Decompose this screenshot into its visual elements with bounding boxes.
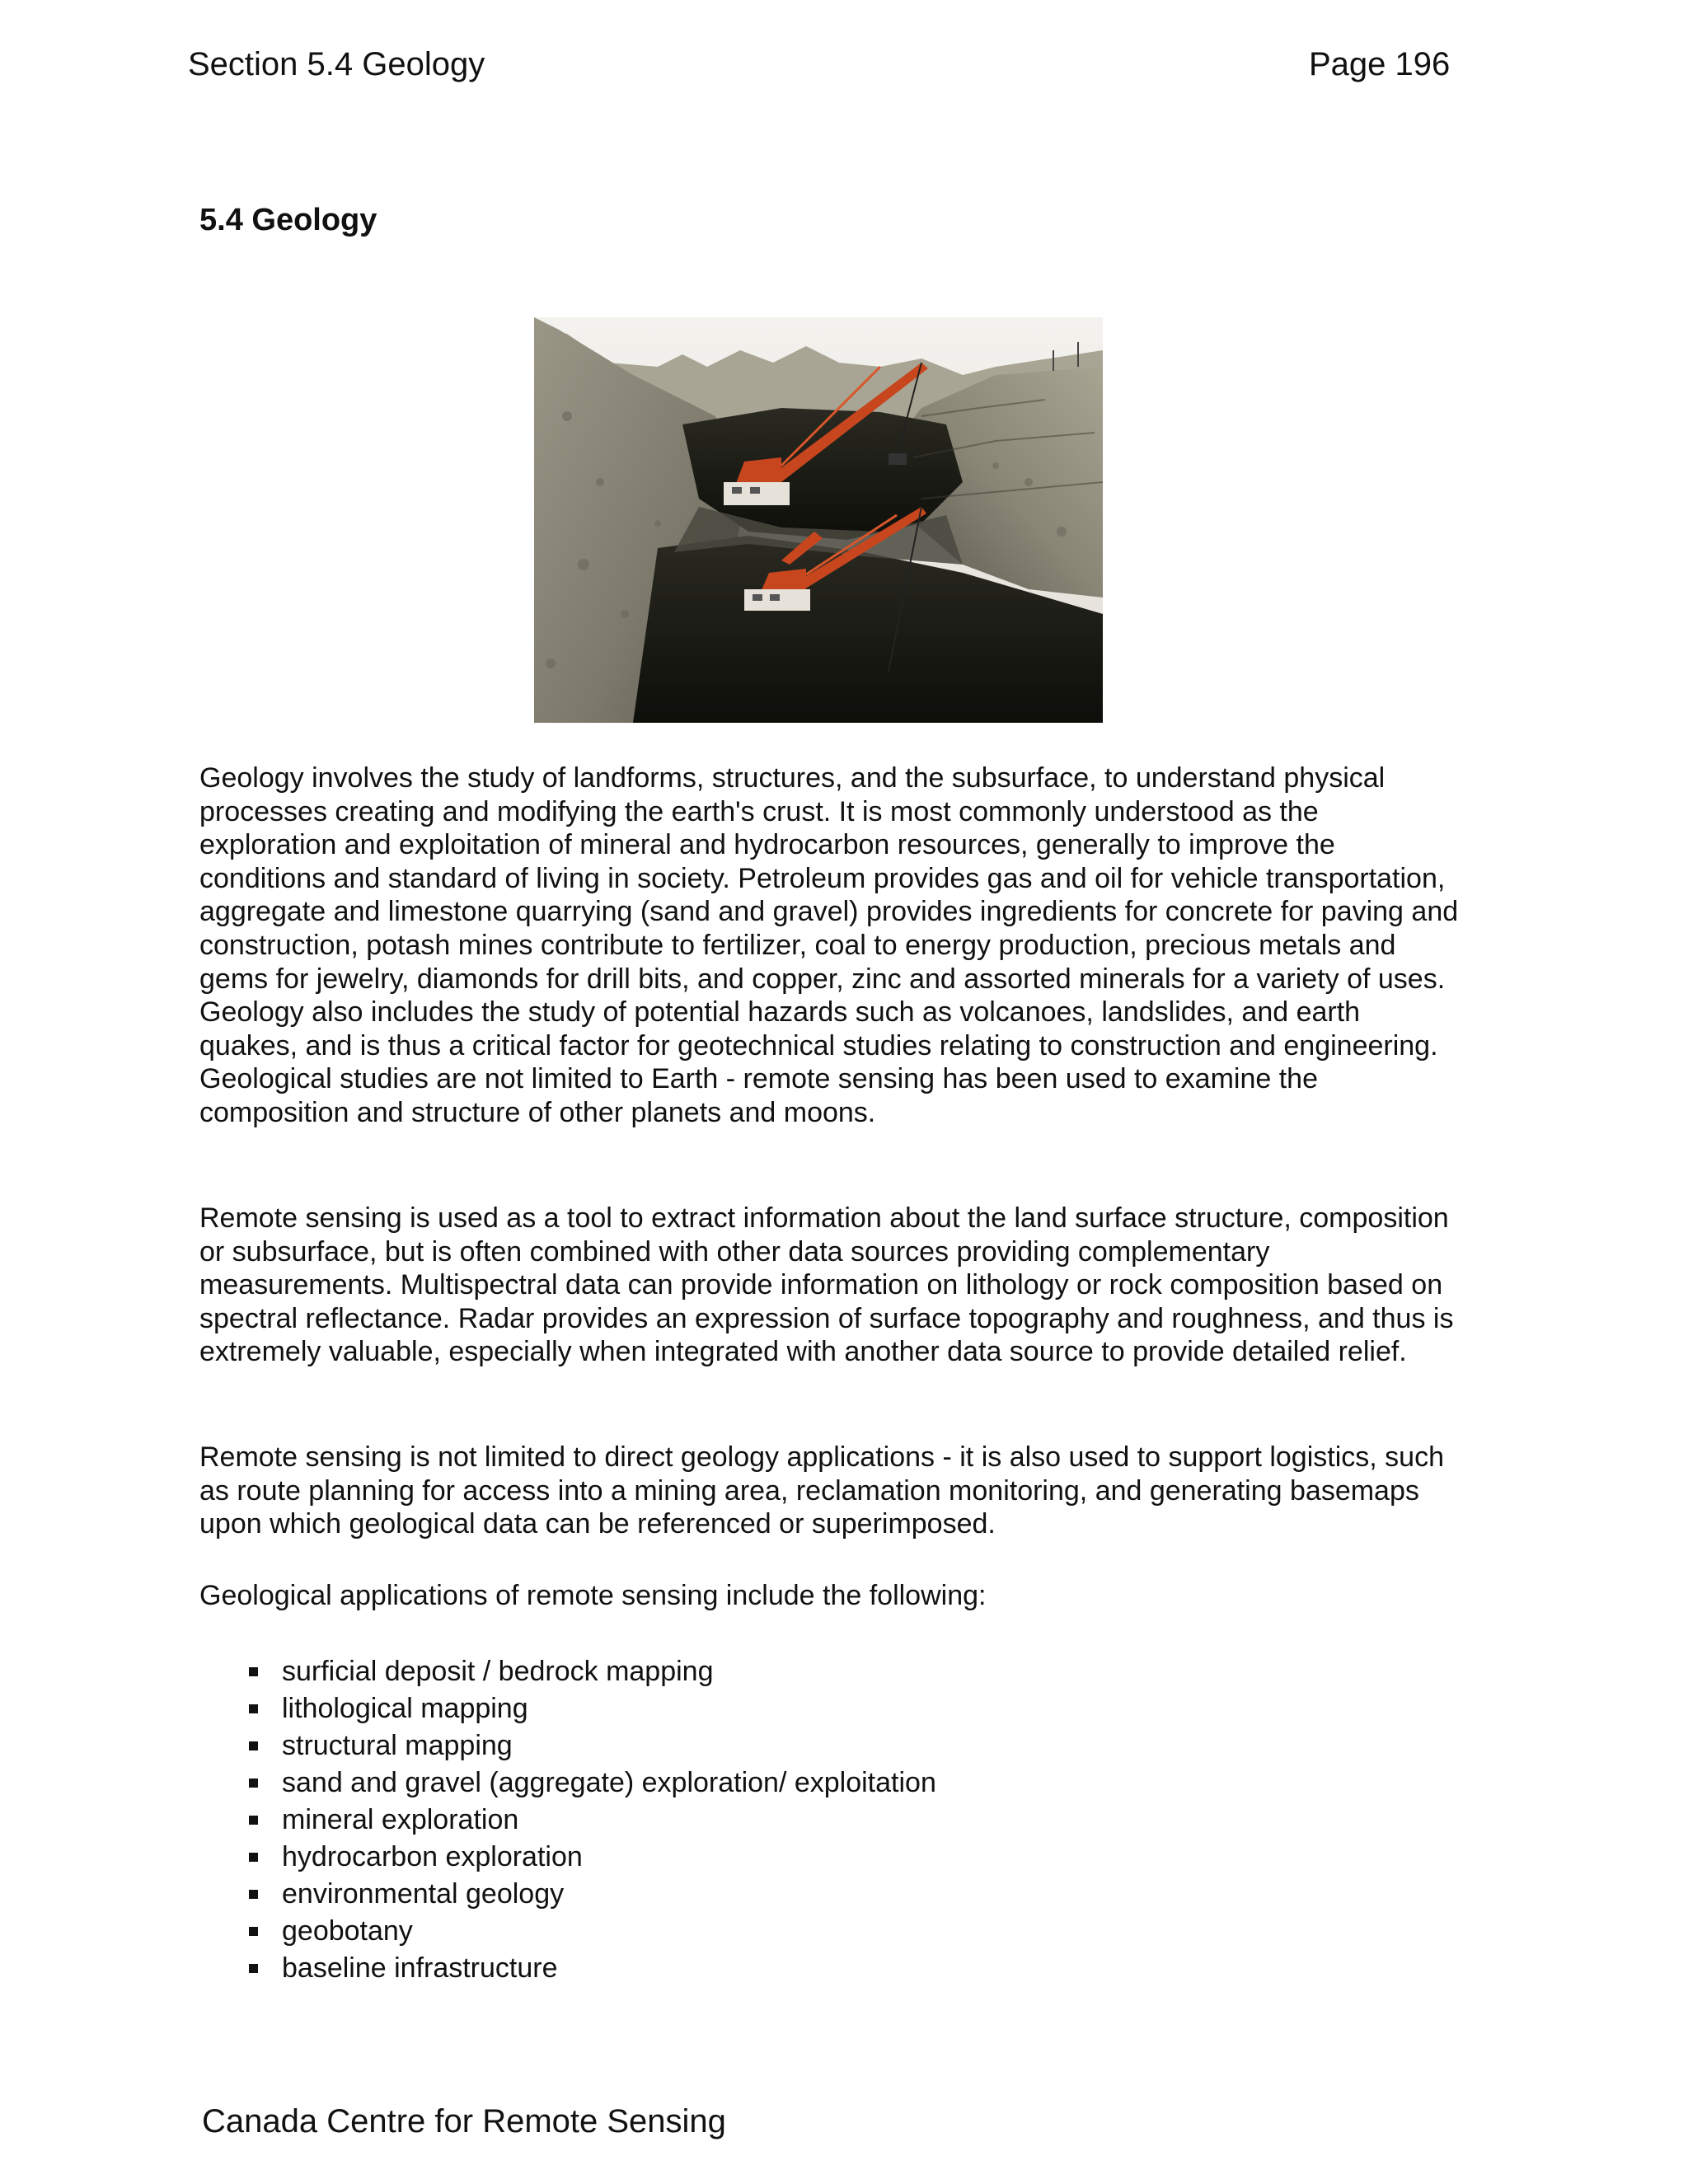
square-bullet-icon — [249, 1927, 258, 1936]
list-item-text: environmental geology — [282, 1878, 565, 1910]
square-bullet-icon — [249, 1779, 258, 1788]
list-item — [249, 1802, 936, 1839]
square-bullet-icon — [249, 1890, 258, 1899]
paragraph-remote-sensing-tool: Remote sensing is used as a tool to extract information about the land surface structure, composition or subsurface, but is often combined with other data sources providing complementary measurements. Multispectral data can provide information on lithology or rock composition based on spectral reflectance. Radar provides an expression of surface topography and roughness, and thus is extremely valuable, especially when integrated with another data source to provide detailed relief. — [199, 1202, 1454, 1368]
open-pit-mine-photo — [534, 317, 1103, 723]
list-item — [249, 1690, 936, 1727]
list-item-text: sand and gravel (aggregate) exploration/ exploitation — [282, 1767, 936, 1798]
list-item — [249, 1950, 936, 1987]
list-item — [249, 1876, 936, 1913]
paragraph-applications-intro: Geological applications of remote sensing include the following: — [199, 1580, 987, 1611]
paragraph-logistics-support: Remote sensing is not limited to direct geology applications - it is also used to support logistics, such as route planning for access into a mining area, reclamation monitoring, and generating basemaps upon which geological data can be referenced or superimposed. — [199, 1441, 1444, 1540]
applications-list — [249, 1653, 936, 1987]
square-bullet-icon — [249, 1741, 258, 1750]
list-item-text: structural mapping — [282, 1730, 513, 1761]
square-bullet-icon — [249, 1816, 258, 1825]
square-bullet-icon — [249, 1853, 258, 1862]
list-item-text: hydrocarbon exploration — [282, 1841, 583, 1872]
running-header-page-number: Page 196 — [1309, 46, 1451, 82]
paragraph-geology-overview: Geology involves the study of landforms, structures, and the subsurface, to understand physical processes creating and modifying the earth's crust. It is most commonly understood as the exploration and exploitation of mineral and hydrocarbon resources, generally to improve the conditions and standard of living in society. Petroleum provides gas and oil for vehicle transportation, aggregate and limestone quarrying (sand and gravel) provides ingredients for concrete for paving and construction, potash mines contribute to fertilizer, coal to energy production, precious metals and gems for jewelry, diamonds for drill bits, and copper, zinc and assorted minerals for a variety of uses. Geology also includes the study of potential hazards such as volcanoes, landslides, and earth quakes, and is thus a critical factor for geotechnical studies relating to construction and engineering. Geological studies are not limited to Earth - remote sensing has been used to examine the composition and structure of other planets and moons. — [199, 762, 1459, 1128]
list-item-text: surficial deposit / bedrock mapping — [282, 1656, 714, 1687]
list-item-text: geobotany — [282, 1915, 413, 1947]
square-bullet-icon — [249, 1704, 258, 1713]
list-item — [249, 1765, 936, 1802]
list-item — [249, 1653, 936, 1690]
list-item — [249, 1913, 936, 1950]
list-item — [249, 1839, 936, 1876]
page-footer: Canada Centre for Remote Sensing — [202, 2103, 726, 2139]
square-bullet-icon — [249, 1667, 258, 1676]
list-item-text: mineral exploration — [282, 1804, 519, 1835]
list-item-text: lithological mapping — [282, 1693, 528, 1724]
section-title: 5.4 Geology — [199, 203, 377, 237]
running-header-section: Section 5.4 Geology — [188, 46, 485, 82]
square-bullet-icon — [249, 1964, 258, 1973]
list-item-text: baseline infrastructure — [282, 1952, 558, 1984]
list-item — [249, 1727, 936, 1765]
